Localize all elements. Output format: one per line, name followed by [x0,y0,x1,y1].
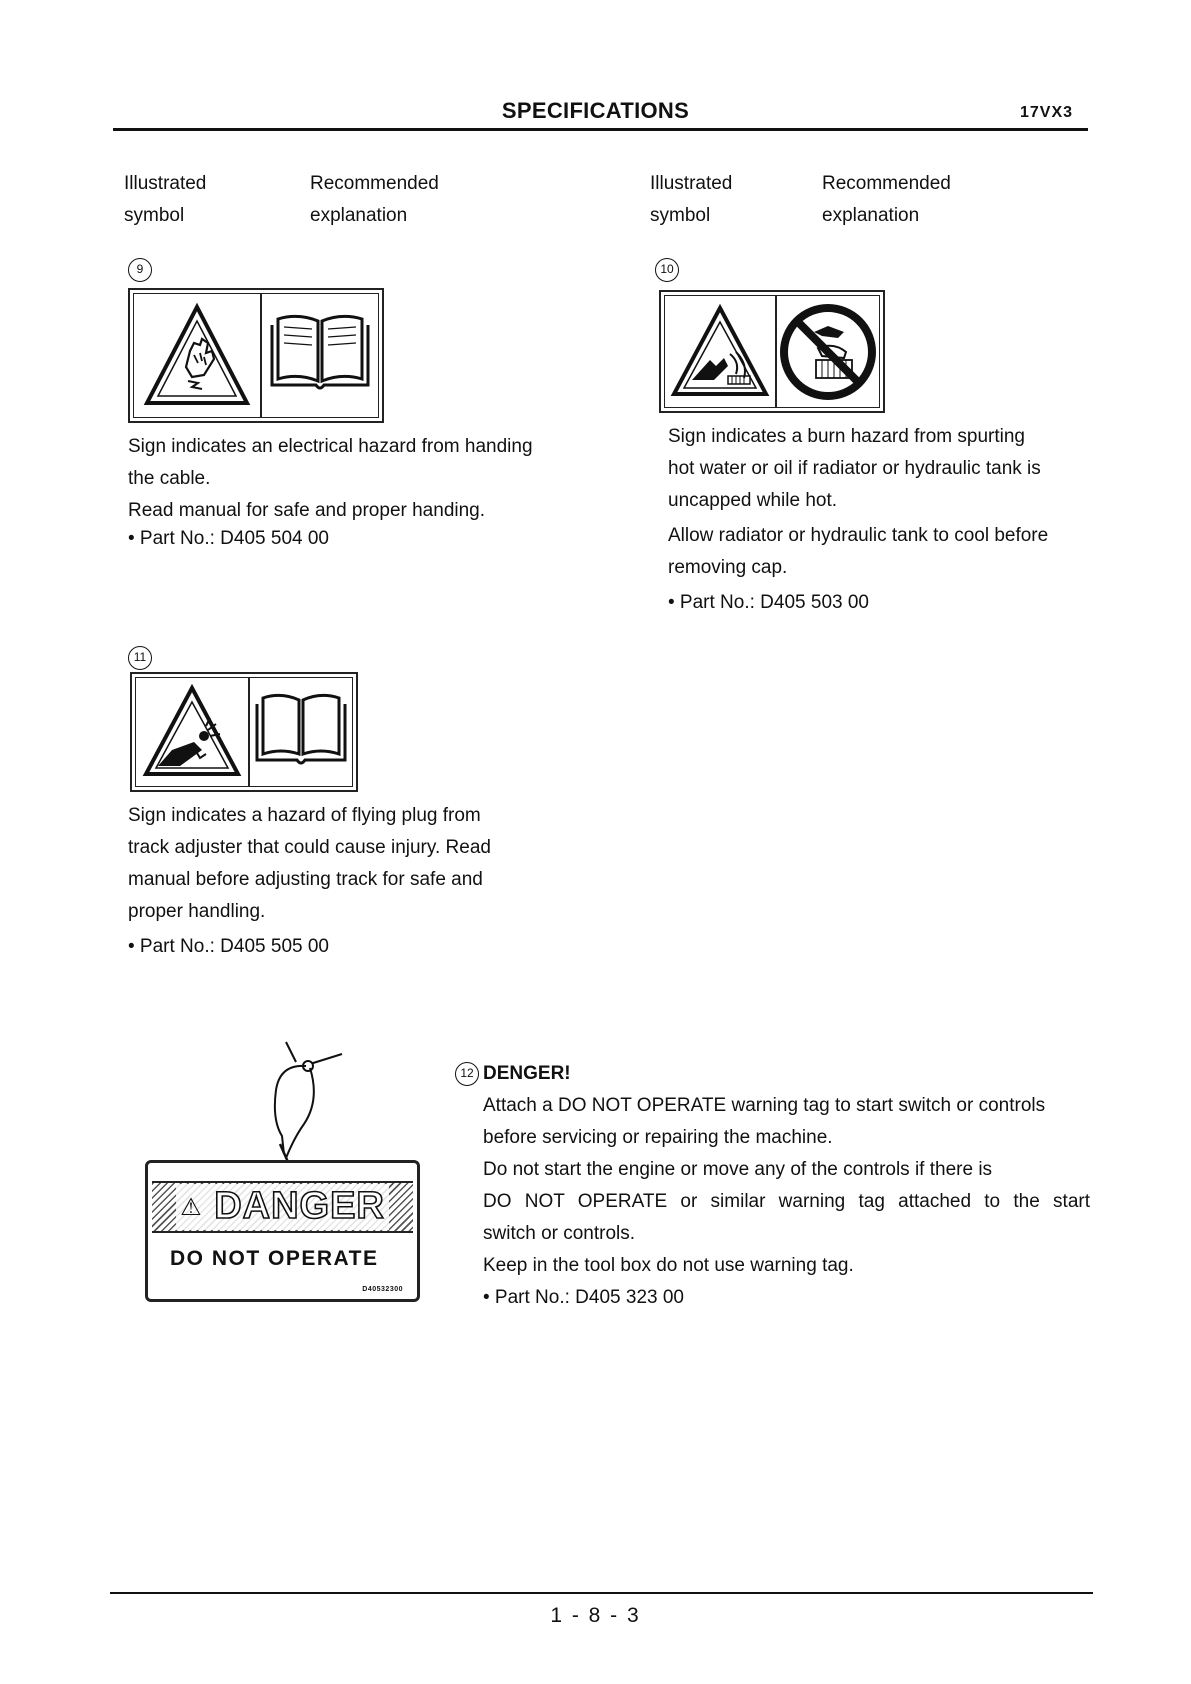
item-11-line-3: manual before adjusting track for safe and [128,869,483,890]
manual-book-icon [248,678,352,786]
item-12-line-6: Keep in the tool box do not use warning tag. [483,1255,854,1276]
item-11-number: 11 [128,646,152,670]
left-symbol-heading: Illustrated symbol [124,173,207,226]
item-11-line-1: Sign indicates a hazard of flying plug from [128,805,481,826]
item-10-line-3: uncapped while hot. [668,490,838,511]
item-9-line-1: Sign indicates an electrical hazard from handing [128,436,533,457]
item-9-line-2: the cable. [128,468,211,489]
item-11-line-2: track adjuster that could cause injury. Read [128,837,491,858]
tag-danger-text [176,1184,389,1230]
item-12-line-2: before servicing or repairing the machine. [483,1127,833,1148]
do-not-operate-tag [145,1160,420,1302]
item-12-heading: DENGER! [483,1063,571,1084]
header-divider [113,128,1088,131]
item-12-line-3: Do not start the engine or move any of the controls if there is [483,1159,993,1180]
item-11-description [128,800,491,963]
warning-triangle-icon [665,296,775,407]
warning-triangle-icon [136,678,248,786]
item-12-line-5: switch or controls. [483,1223,636,1244]
tag-wire-illustration [250,1040,360,1170]
item-11-line-4: proper handling. [128,901,266,922]
item-10-line-4: Allow radiator or hydraulic tank to cool before [668,525,1049,546]
model-code: 17VX3 [1020,104,1074,121]
item-10-line-5: removing cap. [668,557,788,578]
item-10-line-1: Sign indicates a burn hazard from spurting [668,426,1025,447]
warning-triangle-icon: ⚠ [180,1193,203,1221]
footer-divider [110,1592,1093,1594]
tag-danger-label: DANGER [214,1185,385,1228]
tag-danger-band [152,1181,413,1233]
warning-triangle-icon [134,294,260,417]
item-11-part-number: • Part No.: D405 505 00 [128,936,329,957]
no-open-cap-icon [775,296,879,407]
item-10-number: 10 [655,258,679,282]
item-12-line-4: DO NOT OPERATE or similar warning tag attached to the start [483,1191,1090,1212]
item-10-description [668,421,1048,619]
item-12-description [483,1090,1090,1314]
tag-part-code: D40532300 [362,1286,403,1293]
sign-10-burn-hazard [659,290,885,413]
right-symbol-heading: Illustrated symbol [650,173,733,226]
sign-11-flying-plug-hazard [130,672,358,792]
item-12-line-1: Attach a DO NOT OPERATE warning tag to start switch or controls [483,1095,1046,1116]
right-explanation-heading: Recommended explanation [822,173,951,226]
sign-9-electrical-hazard [128,288,384,423]
item-9-description [128,431,533,555]
page-number: 1 - 8 - 3 [550,1604,641,1627]
item-12-number: 12 [455,1062,479,1086]
page-title: SPECIFICATIONS [501,98,690,123]
item-9-part-number: • Part No.: D405 504 00 [128,528,329,549]
manual-book-icon [260,294,378,417]
left-explanation-heading: Recommended explanation [310,173,439,226]
item-10-part-number: • Part No.: D405 503 00 [668,592,869,613]
tag-do-not-operate: DO NOT OPERATE [170,1247,379,1270]
item-9-line-3: Read manual for safe and proper handing. [128,500,486,521]
item-9-number: 9 [128,258,152,282]
item-12-part-number: • Part No.: D405 323 00 [483,1287,684,1308]
item-10-line-2: hot water or oil if radiator or hydraulic tank is [668,458,1041,479]
